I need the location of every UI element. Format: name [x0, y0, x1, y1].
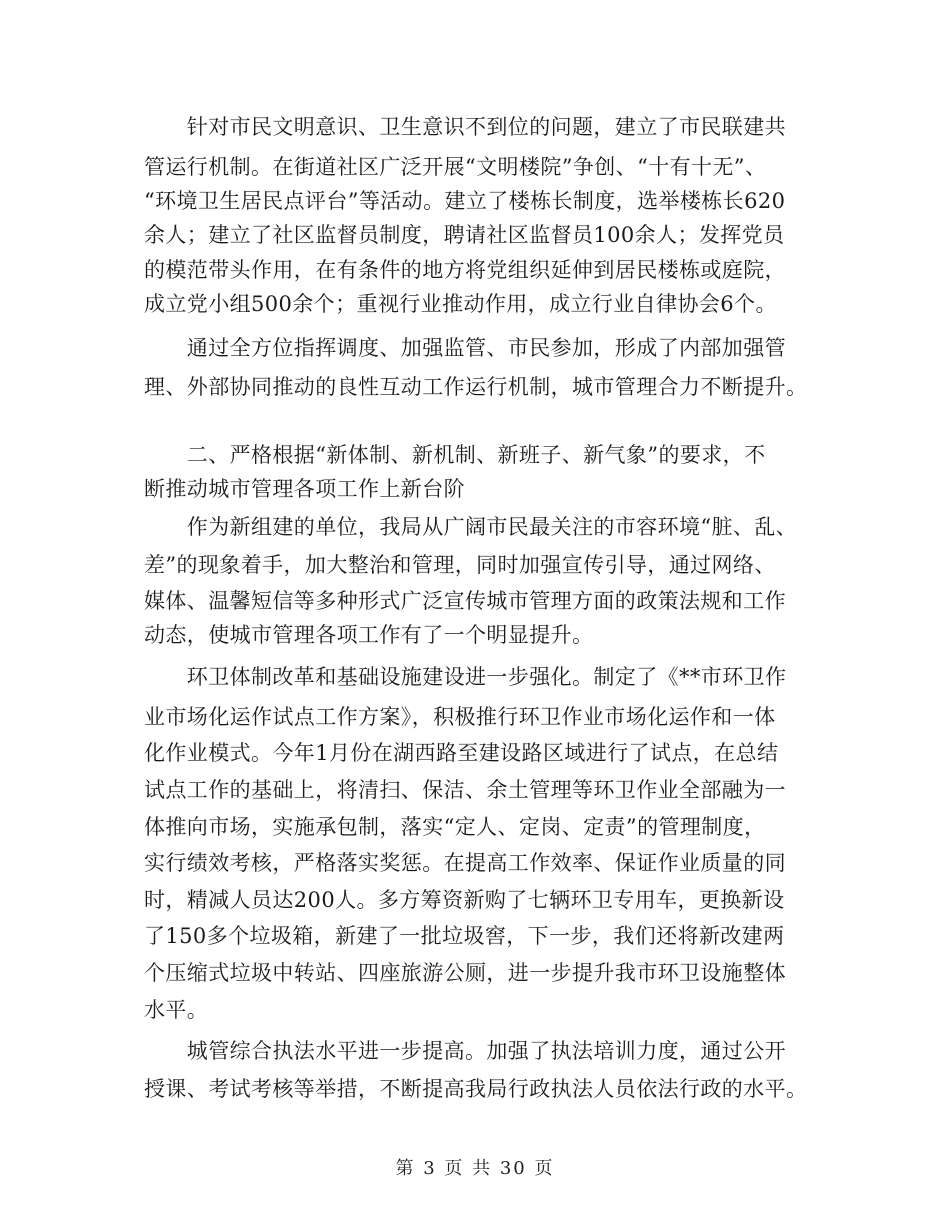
section-heading-line: 二、严格根据“新体制、新机制、新班子、新气象”的要求，不	[144, 443, 766, 467]
text-line: 实行绩效考核，严格落实奖惩。在提高工作效率、保证作业质量的同	[144, 851, 786, 875]
text-line: 余人；建立了社区监督员制度，聘请社区监督员100余人；发挥党员	[144, 223, 785, 247]
text-line: 管运行机制。在街道社区广泛开展“文明楼院”争创、“十有十无”、	[144, 155, 767, 179]
text-line: 体推向市场，实施承包制，落实“定人、定岗、定责”的管理制度，	[144, 815, 766, 839]
text-line: 了150多个垃圾箱，新建了一批垃圾窖，下一步，我们还将新改建两	[144, 924, 785, 948]
text-line: 化作业模式。今年1月份在湖西路至建设路区域进行了试点，在总结	[144, 741, 779, 765]
section-heading-line: 断推动城市管理各项工作上新台阶	[144, 477, 465, 501]
text-line: 媒体、温馨短信等多种形式广泛宣传城市管理方面的政策法规和工作	[144, 589, 786, 613]
text-line: “环境卫生居民点评台”等活动。建立了楼栋长制度，选举楼栋长620	[144, 189, 786, 213]
text-line: 动态，使城市管理各项工作有了一个明显提升。	[144, 623, 594, 647]
text-line: 时，精减人员达200人。多方筹资新购了七辆环卫专用车，更换新设	[144, 888, 785, 912]
text-line: 的模范带头作用，在有条件的地方将党组织延伸到居民楼栋或庭院，	[144, 258, 786, 282]
text-line: 水平。	[144, 998, 209, 1022]
text-line: 成立党小组500余个；重视行业推动作用，成立行业自律协会6个。	[144, 292, 777, 316]
text-line: 授课、考试考核等举措，不断提高我局行政执法人员依法行政的水平。	[144, 1077, 808, 1101]
text-line: 作为新组建的单位，我局从广阔市民最关注的市容环境“脏、乱、	[144, 515, 798, 539]
text-line: 针对市民文明意识、卫生意识不到位的问题，建立了市民联建共	[144, 115, 786, 139]
text-line: 理、外部协同推动的良性互动工作运行机制，城市管理合力不断提升。	[144, 375, 808, 399]
text-line: 通过全方位指挥调度、加强监管、市民参加，形成了内部加强管	[144, 336, 786, 360]
text-line: 城管综合执法水平进一步提高。加强了执法培训力度，通过公开	[144, 1039, 786, 1063]
text-line: 试点工作的基础上，将清扫、保洁、余土管理等环卫作业全部融为一	[144, 778, 786, 802]
text-line: 环卫体制改革和基础设施建设进一步强化。制定了《**市环卫作	[144, 665, 787, 689]
text-line: 个压缩式垃圾中转站、四座旅游公厕，进一步提升我市环卫设施整体	[144, 961, 786, 985]
text-line: 业市场化运作试点工作方案》，积极推行环卫作业市场化运作和一体	[144, 705, 776, 729]
page-number-footer: 第 3 页 共 30 页	[395, 1158, 555, 1179]
text-line: 差”的现象着手，加大整治和管理，同时加强宣传引导，通过网络、	[144, 553, 776, 577]
